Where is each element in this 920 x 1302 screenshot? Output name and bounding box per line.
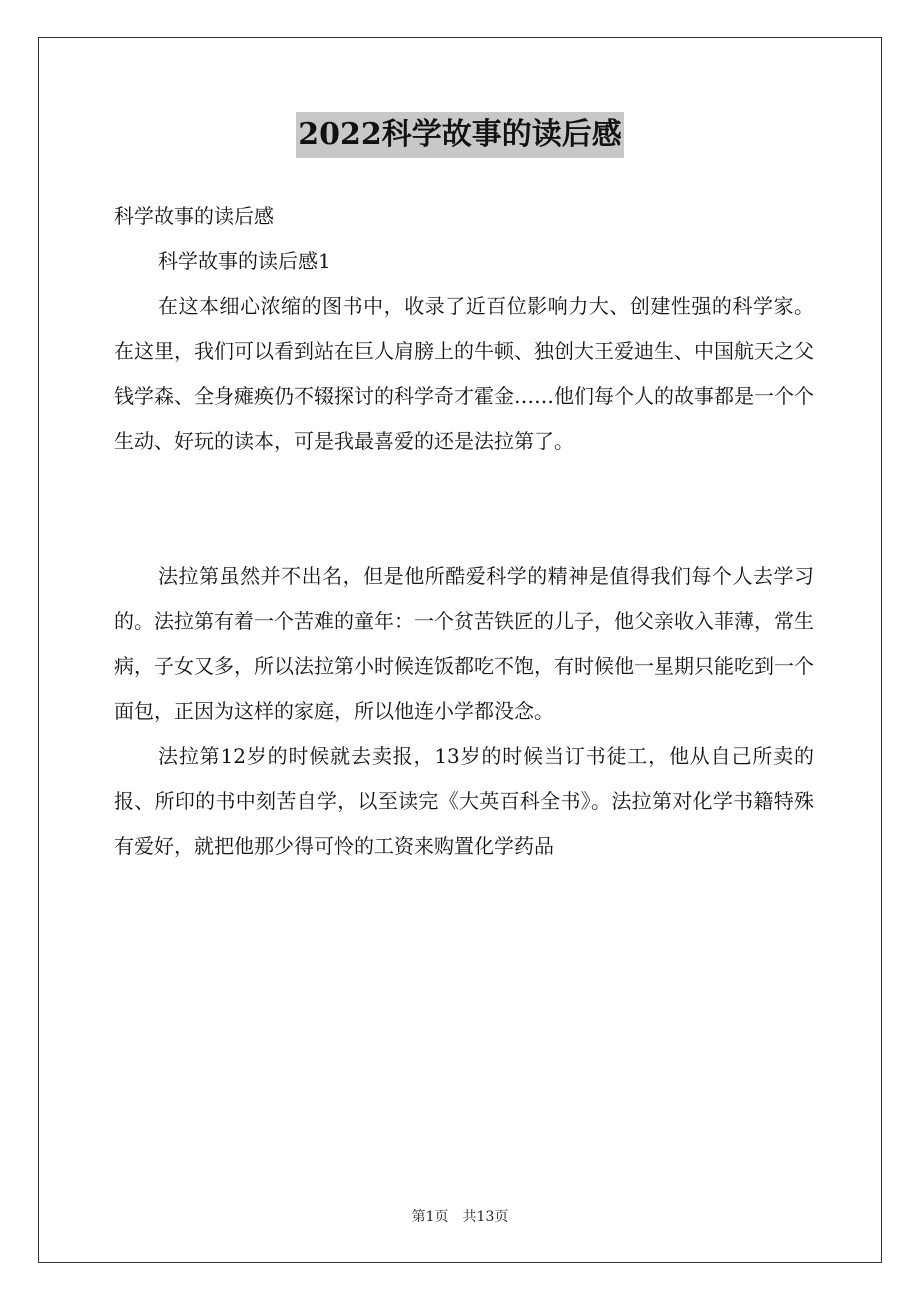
page-footer: [0, 1206, 920, 1226]
document-subtitle: 科学故事的读后感: [114, 204, 274, 228]
document-body: [114, 194, 814, 869]
paragraph-1: 在这本细心浓缩的图书中，收录了近百位影响力大、创建性强的科学家。在这里，我们可以看到站在巨人肩膀上的牛顿、独创大王爱迪生、中国航天之父钱学森、全身瘫痪仍不辍探讨的科学奇才霍金……他们每个人的故事都是一个个生动、好玩的读本，可是我最喜爱的还是法拉第了。: [114, 294, 814, 453]
paragraph-gap: [114, 464, 814, 554]
paragraph-2: 法拉第虽然并不出名，但是他所酷爱科学的精神是值得我们每个人去学习的。法拉第有着一个苦难的童年：一个贫苦铁匠的儿子，他父亲收入菲薄，常生病，子女又多，所以法拉第小时候连饭都吃不饱，有时候他一星期只能吃到一个面包，正因为这样的家庭，所以他连小学都没念。: [114, 564, 814, 723]
paragraph-3: 法拉第12岁的时候就去卖报，13岁的时候当订书徒工，他从自己所卖的报、所印的书中刻苦自学，以至读完《大英百科全书》。法拉第对化学书籍特殊有爱好，就把他那少得可怜的工资来购置化学药品: [114, 744, 814, 858]
page-number: 第1页: [411, 1209, 449, 1225]
page-total: 共13页: [462, 1209, 509, 1225]
section-heading: 科学故事的读后感1: [158, 249, 331, 273]
title-container: [0, 112, 920, 158]
document-title: 2022科学故事的读后感: [296, 112, 624, 158]
